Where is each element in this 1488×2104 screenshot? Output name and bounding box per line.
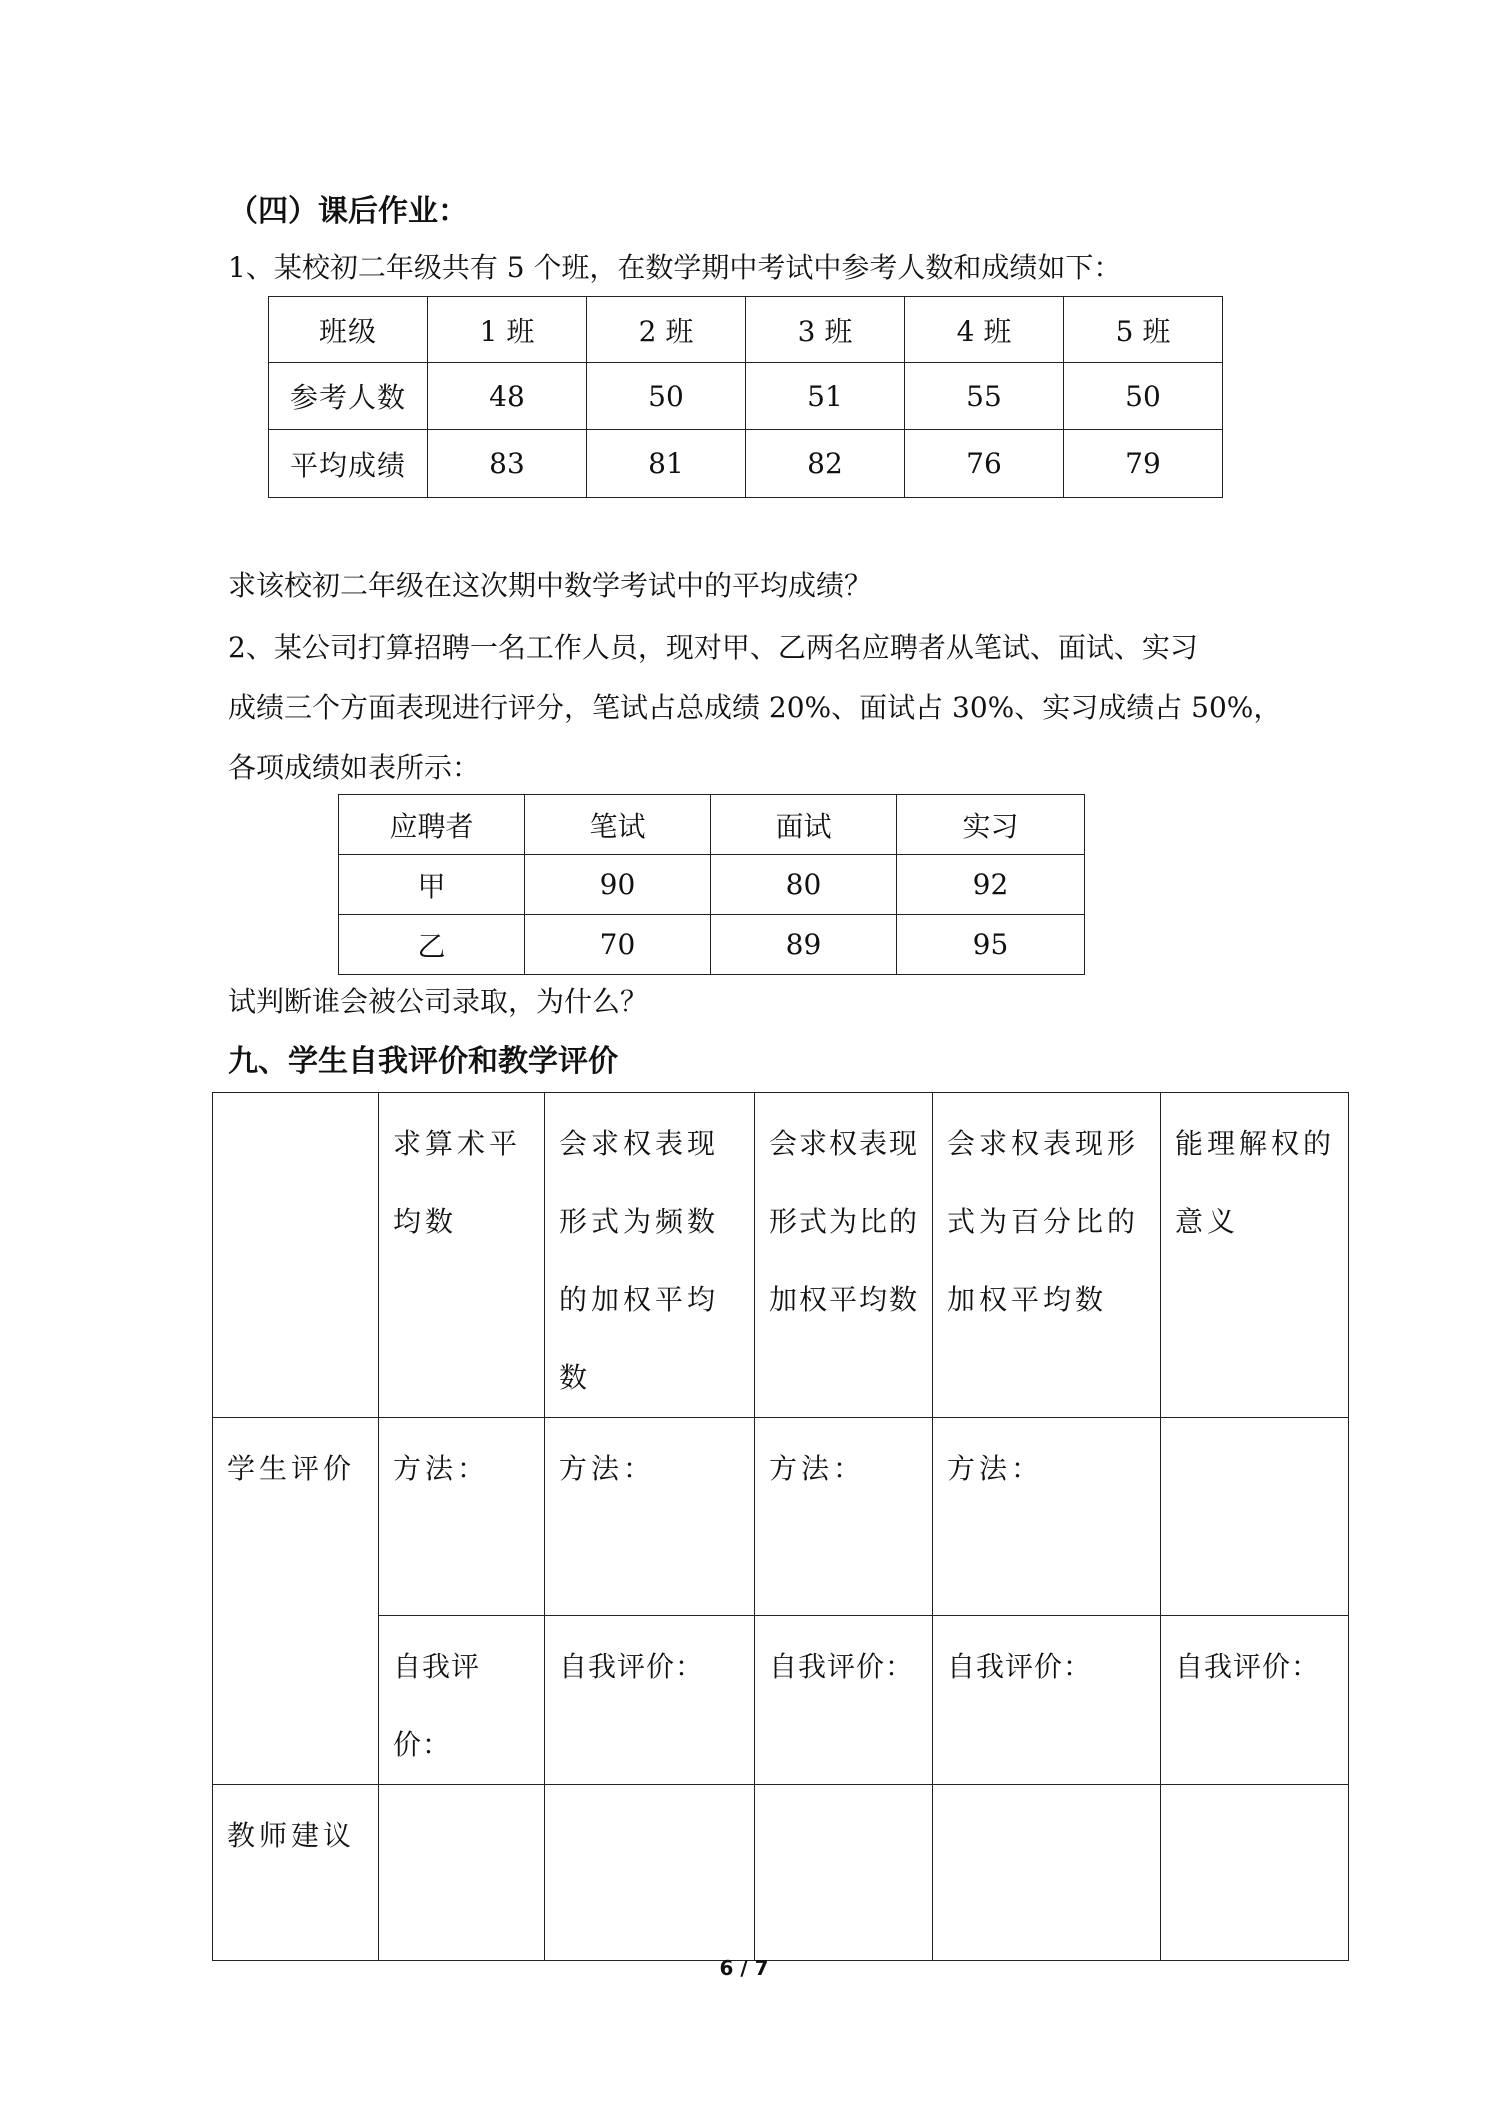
table-cell	[1161, 1418, 1349, 1616]
student-evaluation-label: 学生评价	[213, 1418, 379, 1785]
table-header-cell: 5 班	[1064, 297, 1223, 363]
table-row	[269, 430, 1223, 498]
table-header-cell: 实习	[897, 795, 1085, 855]
table-cell: 自我评价：	[379, 1616, 545, 1785]
question-2-line-2: 成绩三个方面表现进行评分，笔试占总成绩 20%、面试占 30%、实习成绩占 50%，	[228, 691, 1282, 724]
table-cell: 乙	[339, 915, 525, 975]
table-cell: 51	[746, 363, 905, 430]
table-cell: 自我评价：	[933, 1616, 1161, 1785]
table-cell	[1161, 1785, 1349, 1961]
table-cell: 平均成绩	[269, 430, 428, 498]
applicant-scores-table	[338, 794, 1085, 975]
section-heading-homework: （四）课后作业：	[228, 194, 468, 229]
table-header-cell: 班级	[269, 297, 428, 363]
table-row	[213, 1616, 1349, 1785]
table-header-cell: 3 班	[746, 297, 905, 363]
table-cell: 95	[897, 915, 1085, 975]
table-cell: 76	[905, 430, 1064, 498]
table-cell: 参考人数	[269, 363, 428, 430]
table-cell: 自我评价：	[1161, 1616, 1349, 1785]
table-cell: 80	[711, 855, 897, 915]
table-cell: 70	[525, 915, 711, 975]
table-header-cell: 会求权表现形式为百分比的加权平均数	[933, 1093, 1161, 1418]
question-1-ask: 求该校初二年级在这次期中数学考试中的平均成绩？	[228, 569, 873, 602]
section-heading-evaluation: 九、学生自我评价和教学评价	[228, 1044, 618, 1079]
table-row	[213, 1093, 1349, 1418]
table-header-cell: 面试	[711, 795, 897, 855]
table-header-cell: 笔试	[525, 795, 711, 855]
table-row	[339, 855, 1085, 915]
table-header-cell: 4 班	[905, 297, 1064, 363]
table-cell: 50	[1064, 363, 1223, 430]
table-cell: 79	[1064, 430, 1223, 498]
question-2-line-3: 各项成绩如表所示：	[228, 751, 481, 784]
table-cell: 方法：	[379, 1418, 545, 1616]
table-cell: 90	[525, 855, 711, 915]
table-row	[213, 1785, 1349, 1961]
table-cell	[379, 1785, 545, 1961]
table-cell	[545, 1785, 755, 1961]
table-cell: 自我评价：	[545, 1616, 755, 1785]
table-row	[339, 915, 1085, 975]
table-cell: 方法：	[545, 1418, 755, 1616]
table-cell: 81	[587, 430, 746, 498]
question-2-ask: 试判断谁会被公司录取，为什么？	[228, 985, 649, 1018]
table-row	[269, 297, 1223, 363]
table-row	[213, 1418, 1349, 1616]
table-header-cell: 会求权表现形式为比的加权平均数	[755, 1093, 933, 1418]
table-cell: 甲	[339, 855, 525, 915]
evaluation-table	[212, 1092, 1349, 1961]
question-1-text: 1、某校初二年级共有 5 个班，在数学期中考试中参考人数和成绩如下：	[228, 251, 1122, 284]
table-row	[269, 363, 1223, 430]
page-number: 6 / 7	[719, 1956, 769, 1980]
table-header-cell: 1 班	[428, 297, 587, 363]
question-2-line-1: 2、某公司打算招聘一名工作人员，现对甲、乙两名应聘者从笔试、面试、实习	[228, 631, 1198, 664]
table-header-cell: 2 班	[587, 297, 746, 363]
table-header-cell	[213, 1093, 379, 1418]
table-cell: 82	[746, 430, 905, 498]
table-header-cell: 求算术平均数	[379, 1093, 545, 1418]
table-cell: 方法：	[755, 1418, 933, 1616]
class-scores-table	[268, 296, 1223, 498]
table-cell: 自我评价：	[755, 1616, 933, 1785]
table-cell	[933, 1785, 1161, 1961]
table-cell: 55	[905, 363, 1064, 430]
table-cell: 89	[711, 915, 897, 975]
table-header-cell: 会求权表现形式为频数的加权平均数	[545, 1093, 755, 1418]
table-cell: 92	[897, 855, 1085, 915]
teacher-suggestion-label: 教师建议	[213, 1785, 379, 1961]
table-header-cell: 能理解权的意义	[1161, 1093, 1349, 1418]
table-cell: 48	[428, 363, 587, 430]
table-cell: 83	[428, 430, 587, 498]
table-cell: 50	[587, 363, 746, 430]
table-header-cell: 应聘者	[339, 795, 525, 855]
table-row	[339, 795, 1085, 855]
table-cell	[755, 1785, 933, 1961]
table-cell: 方法：	[933, 1418, 1161, 1616]
